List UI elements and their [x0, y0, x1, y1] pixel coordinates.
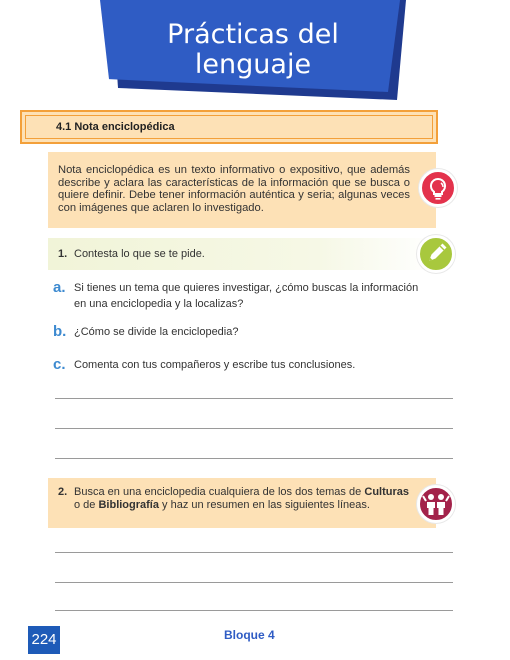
- lightbulb-icon: [419, 169, 457, 207]
- activity2-number: 2.: [58, 486, 68, 498]
- title-line-1: Prácticas del: [167, 19, 339, 50]
- section-title: 4.1 Nota enciclopédica: [56, 121, 175, 133]
- bloque-label: Bloque 4: [224, 628, 275, 642]
- pencil-icon: [417, 235, 455, 273]
- activity2-text-after: y haz un resumen en las siguientes líneas.: [158, 499, 370, 511]
- writing-line[interactable]: [55, 458, 453, 459]
- writing-line[interactable]: [55, 428, 453, 429]
- question-b-line-1: ¿Cómo se divide la enciclopedia?: [74, 326, 239, 338]
- writing-line[interactable]: [55, 552, 453, 553]
- title-banner: [100, 0, 410, 100]
- question-c-line-1: Comenta con tus compañeros y escribe tus conclusiones.: [74, 359, 356, 371]
- page-title: [118, 20, 388, 80]
- question-a-line-1: Si tienes un tema que quieres investigar, ¿cómo buscas la información: [74, 282, 419, 294]
- activity2-text: [74, 486, 409, 512]
- activity2-bold-culturas: Culturas: [364, 486, 409, 498]
- page-number: 224: [28, 626, 60, 654]
- writing-line[interactable]: [55, 582, 453, 583]
- activity2-text-before: Busca en una enciclopedia cualquiera de los dos temas de: [74, 486, 365, 498]
- writing-line[interactable]: [55, 398, 453, 399]
- question-a-line-2: en una enciclopedia y la localizas?: [74, 298, 244, 310]
- activity2-text-middle: o de: [74, 499, 99, 511]
- people-icon: [417, 485, 455, 523]
- writing-line[interactable]: [55, 610, 453, 611]
- question-a-letter: a.: [53, 279, 66, 296]
- section-header: [20, 110, 438, 144]
- definition-text: Nota enciclopédica es un texto informativo o expositivo, que además describe y aclara las características de la información que se busca o quiere definir. Debe tener información auténtica y seria; algunas veces con imágenes que aclaren lo investigado.: [58, 164, 410, 214]
- title-line-2: lenguaje: [194, 49, 312, 80]
- question-b-letter: b.: [53, 323, 67, 340]
- activity1-number: 1.: [58, 248, 68, 260]
- activity2-bold-bibliografia: Bibliografía: [98, 499, 159, 511]
- question-c-letter: c.: [53, 356, 66, 373]
- activity1-instruction: Contesta lo que se te pide.: [74, 248, 205, 260]
